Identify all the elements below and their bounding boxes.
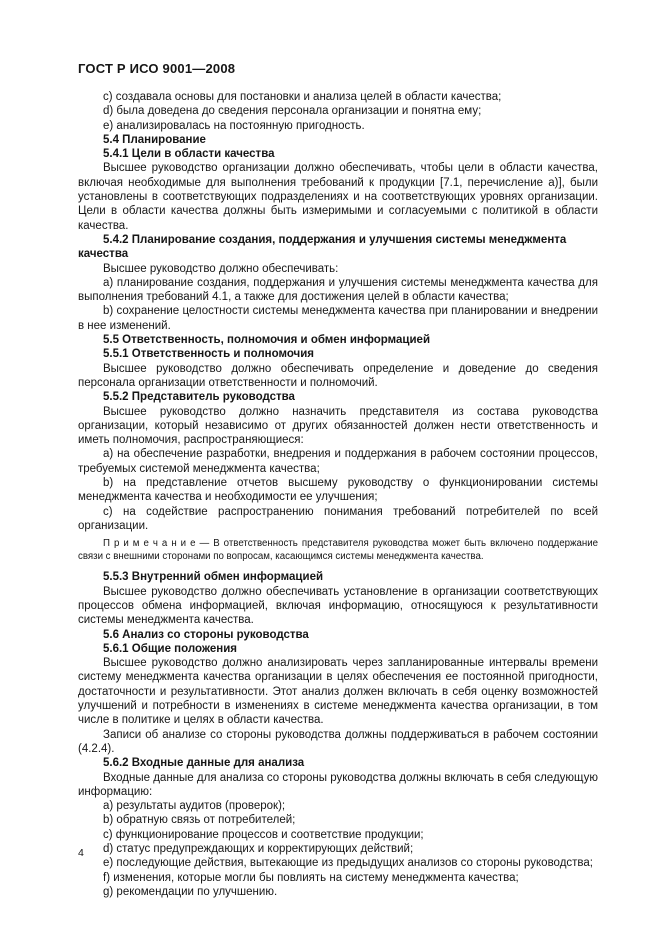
list-item: c) на содействие распространению понимания требований потребителей по всей организации. bbox=[78, 505, 598, 532]
paragraph: Высшее руководство должно обеспечивать определение и доведение до сведения персонала организации ответственности и полномочий. bbox=[78, 362, 598, 389]
section-heading: 5.4.1 Цели в области качества bbox=[103, 148, 275, 161]
list-item: a) результаты аудитов (проверок); bbox=[103, 800, 286, 813]
section-heading: 5.6 Анализ со стороны руководства bbox=[103, 628, 309, 641]
paragraph: Записи об анализе со стороны руководства должны поддерживаться в рабочем состоянии (4.2.4). bbox=[78, 728, 598, 755]
list-item: a) планирование создания, поддержания и улучшения системы менеджмента качества для выполнения требований 4.1, а также для достижения целей в области качества; bbox=[78, 276, 598, 304]
document-title: ГОСТ Р ИСО 9001—2008 bbox=[78, 61, 236, 76]
paragraph: Входные данные для анализа со стороны руководства должны включать в себя следующую информацию: bbox=[78, 771, 598, 798]
list-item: d) статус предупреждающих и корректирующих действий; bbox=[103, 843, 414, 856]
section-heading: 5.5.1 Ответственность и полномочия bbox=[103, 348, 315, 361]
list-item: b) на представление отчетов высшему руководству о функционировании системы менеджмента качества и необходимости ее улучшения; bbox=[78, 477, 598, 504]
page-number: 4 bbox=[78, 847, 84, 859]
paragraph: Высшее руководство должно обеспечивать установление в организации соответствующих процессов обмена информацией, включая информацию, относящуюся к результативности системы менеджмента качества. bbox=[78, 585, 598, 627]
paragraph: Высшее руководство организации должно обеспечивать, чтобы цели в области качества, включая необходимые для выполнения требований к продукции [7.1, перечисление а)], были установлены в соответствующих подразделениях и на соответствующих уровнях организации. Цели в области качества должны быть измеримыми и согласуемыми с политикой в области качества. bbox=[78, 162, 598, 232]
list-item: d) была доведена до сведения персонала организации и понятна ему; bbox=[103, 105, 482, 118]
list-item: g) рекомендации по улучшению. bbox=[103, 885, 278, 898]
section-heading: 5.6.1 Общие положения bbox=[103, 642, 238, 655]
section-heading: 5.4 Планирование bbox=[103, 133, 206, 146]
paragraph: Высшее руководство должно назначить представителя из состава руководства организации, который независимо от других обязанностей должен нести ответственность и иметь полномочия, распространяющиеся: bbox=[78, 405, 598, 447]
section-heading: 5.4.2 Планирование создания, поддержания и улучшения системы менеджмента качества bbox=[78, 233, 567, 261]
note: П р и м е ч а н и е — В ответственность представителя руководства может быть включено поддержание связи с внешними сторонами по вопросам, касающимся системы менеджмента качества. bbox=[78, 538, 598, 562]
list-item: f) изменения, которые могли бы повлиять на систему менеджмента качества; bbox=[103, 871, 519, 884]
section-heading: 5.5 Ответственность, полномочия и обмен информацией bbox=[103, 334, 431, 347]
list-item: c) создавала основы для постановки и анализа целей в области качества; bbox=[103, 91, 502, 103]
list-item: a) на обеспечение разработки, внедрения и поддержания в рабочем состоянии процессов, требуемых системой менеджмента качества; bbox=[78, 448, 598, 475]
list-item: b) обратную связь от потребителей; bbox=[103, 814, 296, 827]
list-item: e) анализировалась на постоянную пригодность. bbox=[103, 119, 365, 132]
section-heading: 5.5.2 Представитель руководства bbox=[103, 391, 295, 404]
list-item: b) сохранение целостности системы менеджмента качества при планировании и внедрении в нее изменений. bbox=[78, 305, 598, 332]
list-item: c) функционирование процессов и соответствие продукции; bbox=[103, 828, 424, 841]
section-heading: 5.6.2 Входные данные для анализа bbox=[103, 757, 305, 770]
paragraph: Высшее руководство должно анализировать через запланированные интервалы времени систему менеджмента качества организации в целях обеспечения ее постоянной пригодности, достаточности и результативности. Этот анализ должен включать в себя оценку возможностей улучшений и потребности в изменениях в системе менеджмента качества организации, в том числе в политике и целях в области качества. bbox=[78, 657, 598, 727]
paragraph: Высшее руководство должно обеспечивать: bbox=[103, 262, 339, 275]
section-heading: 5.5.3 Внутренний обмен информацией bbox=[103, 571, 324, 584]
document-body bbox=[78, 90, 598, 899]
list-item: e) последующие действия, вытекающие из предыдущих анализов со стороны руководства; bbox=[103, 857, 593, 870]
